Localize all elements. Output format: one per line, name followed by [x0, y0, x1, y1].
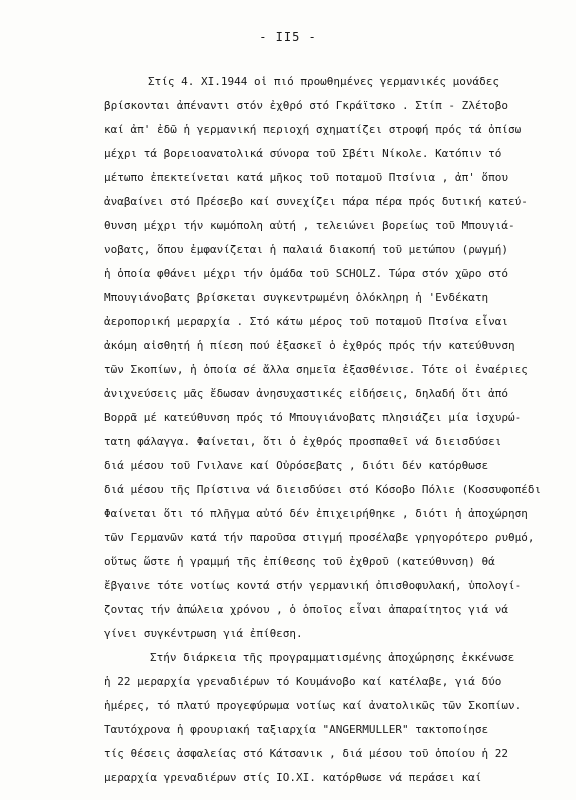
page-number: - II5 - [259, 30, 317, 44]
paragraph-line: ἀκόμη αἰσθητή ἡ πίεση πού ἐξασκεῖ ὁ ἐχθρός πρός τήν κατεύθυνση [104, 339, 515, 352]
paragraph-line: τατη φάλαγγα. Φαίνεται, ὅτι ὁ ἐχθρός προσπαθεῖ νά διεισδύσει [104, 435, 502, 448]
paragraph-line: Στίς 4. XI.1944 οἱ πιό προωθημένες γερμανικές μονάδες [148, 75, 499, 88]
paragraph-line: ἡ ὁποία φθάνει μέχρι τήν ὁμάδα τοῦ SCHOLZ. Τώρα στόν χῶρο στό [104, 267, 508, 280]
paragraph-line: καί ἀπ' ἐδῶ ἡ γερμανική περιοχή σχηματίζει στροφή πρός τά ὀπίσω [104, 123, 522, 136]
paragraph-line: ἀεροπορική μεραρχία . Στό κάτω μέρος τοῦ ποταμοῦ Πτσίνα εἶναι [104, 315, 508, 328]
paragraph-line: τῶν Γερμανῶν κατά τήν παροῦσα στιγμή προσέλαβε γρηγορότερο ρυθμό, [104, 531, 535, 544]
paragraph-line: ἀναβαίνει στό Πρέσεβο καί συνεχίζει πάρα πέρα πρός δυτική κατεύ- [104, 195, 528, 208]
paragraph-line: ἀνιχνεύσεις μᾶς ἔδωσαν ἀνησυχαστικές εἰδήσεις, δηλαδή ὅτι ἀπό [104, 387, 508, 400]
paragraph-line: Στήν διάρκεια τῆς προγραμματισμένης ἀποχώρησης ἐκκένωσε [150, 651, 515, 664]
paragraph-line: Βορρᾶ μέ κατεύθυνση πρός τό Μπουγιάνοβατς πλησιάζει μία ἰσχυρώ- [104, 411, 522, 424]
paragraph-line: βρίσκονται ἀπέναντι στόν ἐχθρό στό Γκράϊτσκο . Στίπ - Ζλέτοβο [104, 99, 508, 112]
paragraph-line: Φαίνεται ὅτι τό πλῆγμα αὐτό δέν ἐπιχειρήθηκε , διότι ἡ ἀποχώρηση [104, 507, 528, 520]
paragraph-line: ἡ 22 μεραρχία γρεναδιέρων τό Κουμάνοβο καί κατέλαβε, γιά δύο [104, 675, 502, 688]
paragraph-line: Ταυτόχρονα ἡ φρουριακή ταξιαρχία "ANGERMULLER" τακτοποίησε [104, 723, 489, 736]
paragraph-line: Μπουγιάνοβατς βρίσκεται συγκεντρωμένη ὁλόκληρη ἡ 'Ενδέκατη [104, 291, 489, 304]
paragraph-line: τῶν Σκοπίων, ἡ ὁποία σέ ἄλλα σημεῖα ἐξασθένισε. Τότε οἱ ἐναέριες [104, 363, 528, 376]
paragraph-line: διά μέσου τῆς Πρίστινα νά διεισδύσει στό Κόσοβο Πόλιε (Κοσσυφοπέδι [104, 483, 542, 496]
paragraph-line: νοβατς, ὅπου ἐμφανίζεται ἡ παλαιά διακοπή τοῦ μετώπου (ρωγμή) [104, 243, 508, 256]
paragraph-line: θυνση μέχρι τήν κωμόπολη αὐτή , τελειώνει βορείως τοῦ Μπουγιά- [104, 219, 515, 232]
paragraph-line: μεραρχία γρεναδιέρων στίς IO.XI. κατόρθωσε νά περάσει καί [104, 771, 482, 784]
paragraph-line: τίς θέσεις ἀσφαλείας στό Κάτσανικ , διά μέσου τοῦ ὁποίου ἡ 22 [104, 747, 508, 760]
paragraph-line: ἔβγαινε τότε νοτίως κοντά στήν γερμανική ὀπισθοφυλακή, ὑπολογί- [104, 579, 522, 592]
paragraph-line: ζοντας τήν ἀπώλεια χρόνου , ὁ ὁποῖος εἶναι ἀπαραίτητος γιά νά [104, 603, 508, 616]
paragraph-line: γίνει συγκέντρωση γιά ἐπίθεση. [104, 627, 303, 640]
paragraph-line: διά μέσου τοῦ Γνιλανε καί Οὐρόσεβατς , διότι δέν κατόρθωσε [104, 459, 489, 472]
paragraph-line: οὕτως ὥστε ἡ γραμμή τῆς ἐπίθεσης τοῦ ἐχθροῦ (κατεύθυνση) θά [104, 555, 495, 568]
paragraph-line: μέχρι τά βορειοανατολικά σύνορα τοῦ Σβέτι Νίκολε. Κατόπιν τό [104, 147, 502, 160]
paragraph-line: ἡμέρες, τό πλατύ προγεφύρωμα νοτίως καί ἀνατολικῶς τῶν Σκοπίων. [104, 699, 522, 712]
paragraph-line: μέτωπο ἐπεκτείνεται κατά μῆκος τοῦ ποταμοῦ Πτσίνια , ἀπ' ὅπου [104, 171, 508, 184]
